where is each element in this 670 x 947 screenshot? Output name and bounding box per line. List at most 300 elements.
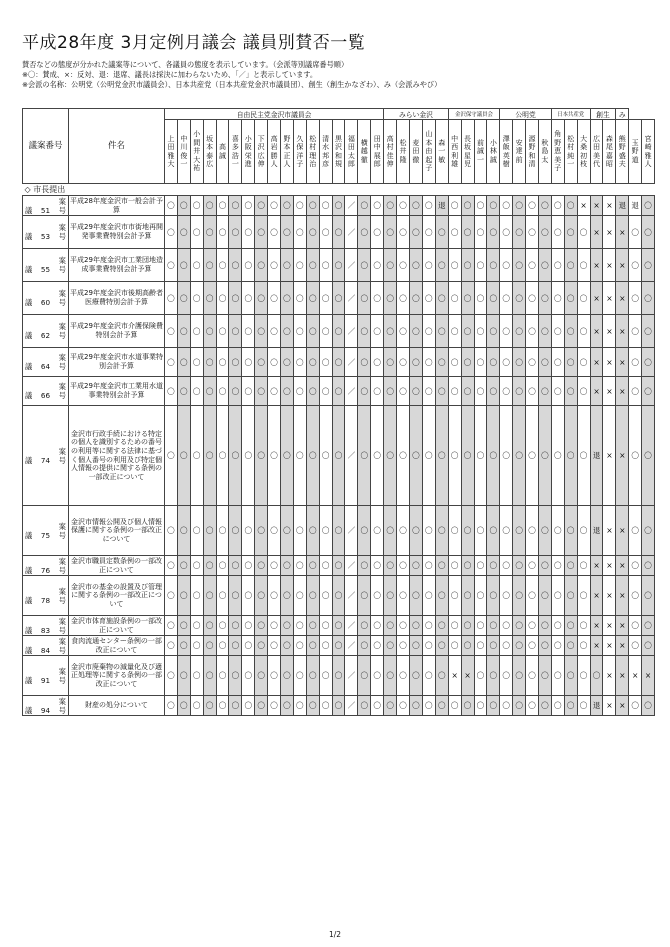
vote-cell: 〇 <box>526 576 539 616</box>
vote-cell: 〇 <box>448 636 461 656</box>
vote-cell: 〇 <box>306 348 319 377</box>
member-name <box>306 120 319 184</box>
vote-cell: 〇 <box>268 315 281 348</box>
vote-cell: 〇 <box>371 576 384 616</box>
vote-cell: 〇 <box>474 696 487 716</box>
vote-cell: 〇 <box>500 506 513 556</box>
vote-cell: 〇 <box>229 348 242 377</box>
bill-subject: 平成29年度金沢市市街地再開発事業費特別会計予算 <box>69 216 165 249</box>
vote-cell: 〇 <box>409 315 422 348</box>
vote-cell: 〇 <box>538 636 551 656</box>
vote-cell: 〇 <box>281 216 294 249</box>
vote-cell: × <box>590 616 603 636</box>
vote-cell: 〇 <box>319 348 332 377</box>
vote-cell: 〇 <box>177 576 190 616</box>
bill-row <box>23 315 655 348</box>
vote-cell: 〇 <box>629 315 642 348</box>
vote-cell: 〇 <box>216 696 229 716</box>
vote-cell: 〇 <box>255 348 268 377</box>
vote-cell: 〇 <box>564 576 577 616</box>
vote-cell: 〇 <box>448 216 461 249</box>
vote-table <box>22 108 655 716</box>
vote-cell: 〇 <box>268 576 281 616</box>
vote-cell: 〇 <box>422 616 435 636</box>
vote-cell: 〇 <box>409 377 422 406</box>
vote-cell: 〇 <box>242 377 255 406</box>
vote-cell: 〇 <box>409 656 422 696</box>
vote-cell: 〇 <box>422 406 435 506</box>
vote-cell: 〇 <box>564 377 577 406</box>
bill-number <box>23 216 69 249</box>
vote-cell: 〇 <box>409 282 422 315</box>
vote-cell: 〇 <box>551 556 564 576</box>
vote-cell: 〇 <box>448 249 461 282</box>
member-name <box>603 120 616 184</box>
vote-cell: 〇 <box>306 696 319 716</box>
vote-cell: 〇 <box>371 616 384 636</box>
vote-cell: 〇 <box>435 377 448 406</box>
vote-cell: ／ <box>345 636 358 656</box>
bill-number: 64 <box>40 362 51 371</box>
vote-cell: 〇 <box>642 348 655 377</box>
vote-cell: 〇 <box>564 315 577 348</box>
vote-cell: 〇 <box>500 315 513 348</box>
vote-cell: 〇 <box>306 406 319 506</box>
vote-cell: 〇 <box>397 377 410 406</box>
vote-cell: 〇 <box>564 348 577 377</box>
vote-cell: 〇 <box>216 282 229 315</box>
vote-cell: 〇 <box>293 656 306 696</box>
member-name <box>319 120 332 184</box>
vote-cell: 〇 <box>306 249 319 282</box>
vote-cell: 〇 <box>177 556 190 576</box>
vote-cell: 〇 <box>332 556 345 576</box>
bill-kind: 案 <box>58 556 66 566</box>
vote-cell: 〇 <box>242 696 255 716</box>
vote-cell: 〇 <box>422 377 435 406</box>
member-name <box>255 120 268 184</box>
bill-number <box>23 696 69 716</box>
vote-cell: × <box>603 249 616 282</box>
vote-cell: 〇 <box>526 696 539 716</box>
vote-cell: ／ <box>345 282 358 315</box>
vote-cell: 〇 <box>268 696 281 716</box>
vote-cell: 〇 <box>577 315 590 348</box>
faction-header: 自由民主党金沢市議員会 <box>165 109 384 120</box>
vote-cell: 〇 <box>306 315 319 348</box>
vote-cell: 〇 <box>190 406 203 506</box>
member-name <box>216 120 229 184</box>
vote-cell: 〇 <box>474 348 487 377</box>
bill-number: 53 <box>40 232 51 241</box>
vote-cell: 〇 <box>642 556 655 576</box>
vote-cell: 〇 <box>306 506 319 556</box>
bill-subject: 金沢市廃棄物の減量化及び適正処理等に関する条例の一部改正について <box>69 656 165 696</box>
vote-cell: 〇 <box>293 315 306 348</box>
vote-cell: 〇 <box>629 249 642 282</box>
vote-cell: × <box>603 556 616 576</box>
bill-number <box>23 636 69 656</box>
member-name-text: 上田雅大 <box>167 134 175 168</box>
vote-cell: 〇 <box>448 282 461 315</box>
vote-cell: 〇 <box>448 576 461 616</box>
vote-cell: 〇 <box>397 249 410 282</box>
bill-number <box>23 282 69 315</box>
vote-cell: 〇 <box>306 216 319 249</box>
vote-cell: 〇 <box>487 249 500 282</box>
vote-cell: × <box>616 216 629 249</box>
vote-cell: 〇 <box>229 315 242 348</box>
bill-subject: 金沢市情報公開及び個人情報保護に関する条例の一部改正について <box>69 506 165 556</box>
vote-cell: 退 <box>590 406 603 506</box>
vote-cell: 〇 <box>409 616 422 636</box>
vote-cell: 〇 <box>371 506 384 556</box>
vote-cell: 〇 <box>551 377 564 406</box>
vote-cell: 〇 <box>242 249 255 282</box>
bill-row <box>23 696 655 716</box>
vote-cell: 〇 <box>319 196 332 216</box>
vote-cell: × <box>616 616 629 636</box>
vote-cell: 〇 <box>461 377 474 406</box>
vote-cell: 〇 <box>255 315 268 348</box>
vote-cell: 〇 <box>371 377 384 406</box>
vote-cell: 〇 <box>268 656 281 696</box>
vote-cell: ／ <box>345 696 358 716</box>
vote-cell: 〇 <box>409 216 422 249</box>
vote-cell: × <box>616 576 629 616</box>
vote-cell: 〇 <box>577 282 590 315</box>
member-name <box>435 120 448 184</box>
vote-cell: × <box>603 282 616 315</box>
vote-cell: 〇 <box>203 656 216 696</box>
vote-cell: 〇 <box>409 636 422 656</box>
vote-cell: 〇 <box>319 556 332 576</box>
vote-cell: 〇 <box>281 196 294 216</box>
vote-cell: 〇 <box>577 556 590 576</box>
vote-cell: 〇 <box>371 282 384 315</box>
faction-header: み <box>616 109 629 120</box>
vote-cell: 〇 <box>165 406 178 506</box>
vote-cell: 〇 <box>435 249 448 282</box>
vote-cell: ／ <box>345 315 358 348</box>
vote-cell: 〇 <box>177 216 190 249</box>
vote-cell: 〇 <box>165 636 178 656</box>
vote-cell: 〇 <box>255 656 268 696</box>
vote-cell: 〇 <box>461 636 474 656</box>
vote-cell: 〇 <box>551 348 564 377</box>
vote-cell: 〇 <box>474 315 487 348</box>
vote-cell: 〇 <box>165 216 178 249</box>
vote-cell: 〇 <box>165 196 178 216</box>
bill-kind: 案 <box>58 616 66 626</box>
vote-cell: 〇 <box>319 576 332 616</box>
vote-cell: 〇 <box>229 196 242 216</box>
member-name-text: 大桑初枝 <box>580 134 588 168</box>
vote-cell: 〇 <box>177 196 190 216</box>
member-name-text: 高村佳伸 <box>386 134 394 168</box>
vote-cell: 〇 <box>229 696 242 716</box>
vote-cell: 〇 <box>319 282 332 315</box>
member-name-text: 野本正人 <box>283 134 291 168</box>
vote-cell: 〇 <box>513 636 526 656</box>
vote-cell: 〇 <box>448 616 461 636</box>
bill-suffix: 号 <box>58 205 66 215</box>
vote-cell: × <box>603 636 616 656</box>
vote-cell: 〇 <box>461 506 474 556</box>
bill-number: 60 <box>40 298 51 307</box>
bill-number: 55 <box>40 265 51 274</box>
vote-cell: 〇 <box>229 636 242 656</box>
vote-cell: 〇 <box>538 616 551 636</box>
bill-suffix: 号 <box>58 645 66 655</box>
vote-cell: 〇 <box>513 249 526 282</box>
vote-cell: × <box>642 656 655 696</box>
member-name <box>448 120 461 184</box>
vote-cell: 〇 <box>281 377 294 406</box>
vote-cell: 〇 <box>577 576 590 616</box>
member-name <box>177 120 190 184</box>
vote-cell: 〇 <box>474 282 487 315</box>
bill-suffix: 号 <box>58 298 66 307</box>
vote-cell: 〇 <box>448 377 461 406</box>
vote-cell: 〇 <box>474 196 487 216</box>
member-name <box>268 120 281 184</box>
vote-cell: 〇 <box>487 576 500 616</box>
vote-cell: 〇 <box>526 196 539 216</box>
bill-number: 94 <box>40 705 51 715</box>
vote-cell: 〇 <box>165 249 178 282</box>
note-line: 賛否などの態度が分かれた議案等について、各議員の態度を表示しています。（会派等別議席番号順） <box>22 60 349 69</box>
vote-cell: 退 <box>590 506 603 556</box>
member-name <box>409 120 422 184</box>
vote-cell: 〇 <box>448 506 461 556</box>
vote-cell: ／ <box>345 196 358 216</box>
vote-cell: 〇 <box>642 315 655 348</box>
vote-cell: 〇 <box>487 216 500 249</box>
vote-cell: 〇 <box>177 636 190 656</box>
vote-cell: ／ <box>345 576 358 616</box>
member-name-text: 中西利雄 <box>451 134 459 168</box>
member-name-text: 松村純一 <box>567 134 575 168</box>
vote-cell: 〇 <box>564 656 577 696</box>
vote-cell: 〇 <box>332 656 345 696</box>
vote-cell: 〇 <box>165 282 178 315</box>
member-name <box>358 120 371 184</box>
bill-suffix: 号 <box>58 625 66 635</box>
vote-cell: 〇 <box>216 377 229 406</box>
vote-cell: 〇 <box>306 196 319 216</box>
vote-cell: 〇 <box>229 576 242 616</box>
member-name <box>293 120 306 184</box>
bill-kind: 案 <box>58 223 66 232</box>
vote-cell: 〇 <box>177 348 190 377</box>
vote-cell: 〇 <box>487 315 500 348</box>
vote-cell: 〇 <box>397 196 410 216</box>
vote-cell: 〇 <box>551 576 564 616</box>
vote-cell: 〇 <box>268 556 281 576</box>
bill-number: 78 <box>40 595 51 605</box>
member-name <box>538 120 551 184</box>
vote-cell: 〇 <box>435 616 448 636</box>
vote-cell: 〇 <box>422 656 435 696</box>
vote-cell: 〇 <box>229 249 242 282</box>
vote-cell: 〇 <box>358 377 371 406</box>
vote-cell: 〇 <box>190 636 203 656</box>
bill-subject: 平成29年度金沢市後期高齢者医療費特別会計予算 <box>69 282 165 315</box>
vote-cell: 〇 <box>564 506 577 556</box>
vote-cell: 〇 <box>397 348 410 377</box>
vote-cell: 〇 <box>551 282 564 315</box>
bill-row <box>23 249 655 282</box>
vote-cell: 〇 <box>229 406 242 506</box>
member-name <box>461 120 474 184</box>
bill-suffix: 号 <box>58 565 66 575</box>
vote-cell: 〇 <box>564 196 577 216</box>
vote-cell: 〇 <box>384 406 397 506</box>
member-name <box>203 120 216 184</box>
vote-cell: 〇 <box>242 576 255 616</box>
vote-cell: 〇 <box>526 315 539 348</box>
vote-cell: 〇 <box>332 348 345 377</box>
vote-cell: 〇 <box>306 576 319 616</box>
vote-cell: 〇 <box>332 282 345 315</box>
member-name-text: 黒沢和規 <box>335 134 343 168</box>
bill-number: 91 <box>40 675 51 685</box>
vote-cell: 〇 <box>461 315 474 348</box>
vote-cell: 〇 <box>306 616 319 636</box>
vote-cell: 〇 <box>281 636 294 656</box>
vote-cell: 〇 <box>268 377 281 406</box>
member-name <box>564 120 577 184</box>
vote-cell: 〇 <box>435 282 448 315</box>
bill-kind: 案 <box>58 521 66 531</box>
member-name <box>281 120 294 184</box>
vote-cell: 〇 <box>422 282 435 315</box>
vote-cell: 〇 <box>177 406 190 506</box>
bill-prefix: 議 <box>25 331 33 340</box>
vote-cell: 〇 <box>358 348 371 377</box>
vote-cell: 〇 <box>435 406 448 506</box>
vote-cell: 〇 <box>281 315 294 348</box>
member-name-text: 麦田徹 <box>412 138 420 164</box>
vote-cell: 〇 <box>397 636 410 656</box>
vote-cell: 〇 <box>242 506 255 556</box>
vote-cell: 〇 <box>332 216 345 249</box>
vote-cell: 〇 <box>190 348 203 377</box>
member-name <box>474 120 487 184</box>
vote-cell: 〇 <box>384 636 397 656</box>
vote-cell: 〇 <box>577 348 590 377</box>
vote-cell: 〇 <box>384 216 397 249</box>
bill-number: 76 <box>40 565 51 575</box>
vote-cell: 〇 <box>203 406 216 506</box>
vote-cell: 〇 <box>203 506 216 556</box>
member-name <box>551 120 564 184</box>
vote-cell: 〇 <box>397 576 410 616</box>
vote-cell: 〇 <box>216 656 229 696</box>
vote-cell: 〇 <box>577 377 590 406</box>
vote-cell: 〇 <box>190 216 203 249</box>
vote-cell: 〇 <box>513 216 526 249</box>
vote-cell: 〇 <box>332 377 345 406</box>
bill-subject: 財産の処分について <box>69 696 165 716</box>
member-name-text: 下沢広伸 <box>257 134 265 168</box>
vote-cell: 〇 <box>409 196 422 216</box>
vote-cell: 〇 <box>435 656 448 696</box>
vote-cell: 〇 <box>371 348 384 377</box>
vote-cell: 〇 <box>435 576 448 616</box>
vote-cell: × <box>590 249 603 282</box>
vote-cell: × <box>603 616 616 636</box>
vote-cell: 〇 <box>461 282 474 315</box>
bill-number <box>23 348 69 377</box>
vote-cell: 〇 <box>229 377 242 406</box>
vote-cell: 〇 <box>397 315 410 348</box>
bill-subject: 金沢市職員定数条例の一部改正について <box>69 556 165 576</box>
vote-cell: 〇 <box>564 282 577 315</box>
vote-cell: 〇 <box>564 556 577 576</box>
vote-cell: 〇 <box>332 406 345 506</box>
vote-cell: 〇 <box>242 282 255 315</box>
vote-cell: 〇 <box>216 315 229 348</box>
vote-cell: 〇 <box>293 406 306 506</box>
vote-cell: 〇 <box>397 616 410 636</box>
vote-cell: ／ <box>345 506 358 556</box>
member-name-text: 熊野盛夫 <box>618 134 626 168</box>
vote-cell: 〇 <box>229 216 242 249</box>
vote-cell: 〇 <box>474 406 487 506</box>
vote-cell: 〇 <box>384 282 397 315</box>
vote-cell: 〇 <box>293 282 306 315</box>
vote-cell: 〇 <box>435 216 448 249</box>
vote-cell: 〇 <box>526 556 539 576</box>
vote-cell: 〇 <box>487 636 500 656</box>
vote-cell: 〇 <box>513 406 526 506</box>
vote-cell: 〇 <box>255 636 268 656</box>
vote-cell: 〇 <box>409 506 422 556</box>
vote-cell: 〇 <box>435 506 448 556</box>
faction-header: 創生 <box>590 109 616 120</box>
vote-cell: ／ <box>345 406 358 506</box>
vote-cell: 〇 <box>642 696 655 716</box>
member-name <box>422 120 435 184</box>
vote-cell: 〇 <box>332 616 345 636</box>
vote-cell: 退 <box>629 196 642 216</box>
vote-cell: 〇 <box>448 406 461 506</box>
vote-cell: 〇 <box>397 696 410 716</box>
bill-subject: 平成29年度金沢市介護保険費特別会計予算 <box>69 315 165 348</box>
vote-cell: × <box>590 636 603 656</box>
vote-cell: 〇 <box>397 282 410 315</box>
member-name-text: 高岩勝人 <box>270 134 278 168</box>
member-name-text: 小阪栄進 <box>244 134 252 168</box>
vote-cell: 退 <box>616 196 629 216</box>
vote-cell: 〇 <box>397 556 410 576</box>
member-name <box>616 120 629 184</box>
bill-number <box>23 616 69 636</box>
member-name <box>397 120 410 184</box>
member-name-text: 喜多浩一 <box>231 134 239 168</box>
vote-cell: 〇 <box>268 506 281 556</box>
vote-cell: 〇 <box>216 576 229 616</box>
vote-cell: 〇 <box>190 616 203 636</box>
member-name-text: 源野和清 <box>528 134 536 168</box>
vote-cell: 〇 <box>642 282 655 315</box>
vote-cell: 〇 <box>293 636 306 656</box>
vote-cell: 〇 <box>474 249 487 282</box>
section-label: ◇ 市長提出 <box>23 184 655 196</box>
vote-cell: 〇 <box>177 377 190 406</box>
